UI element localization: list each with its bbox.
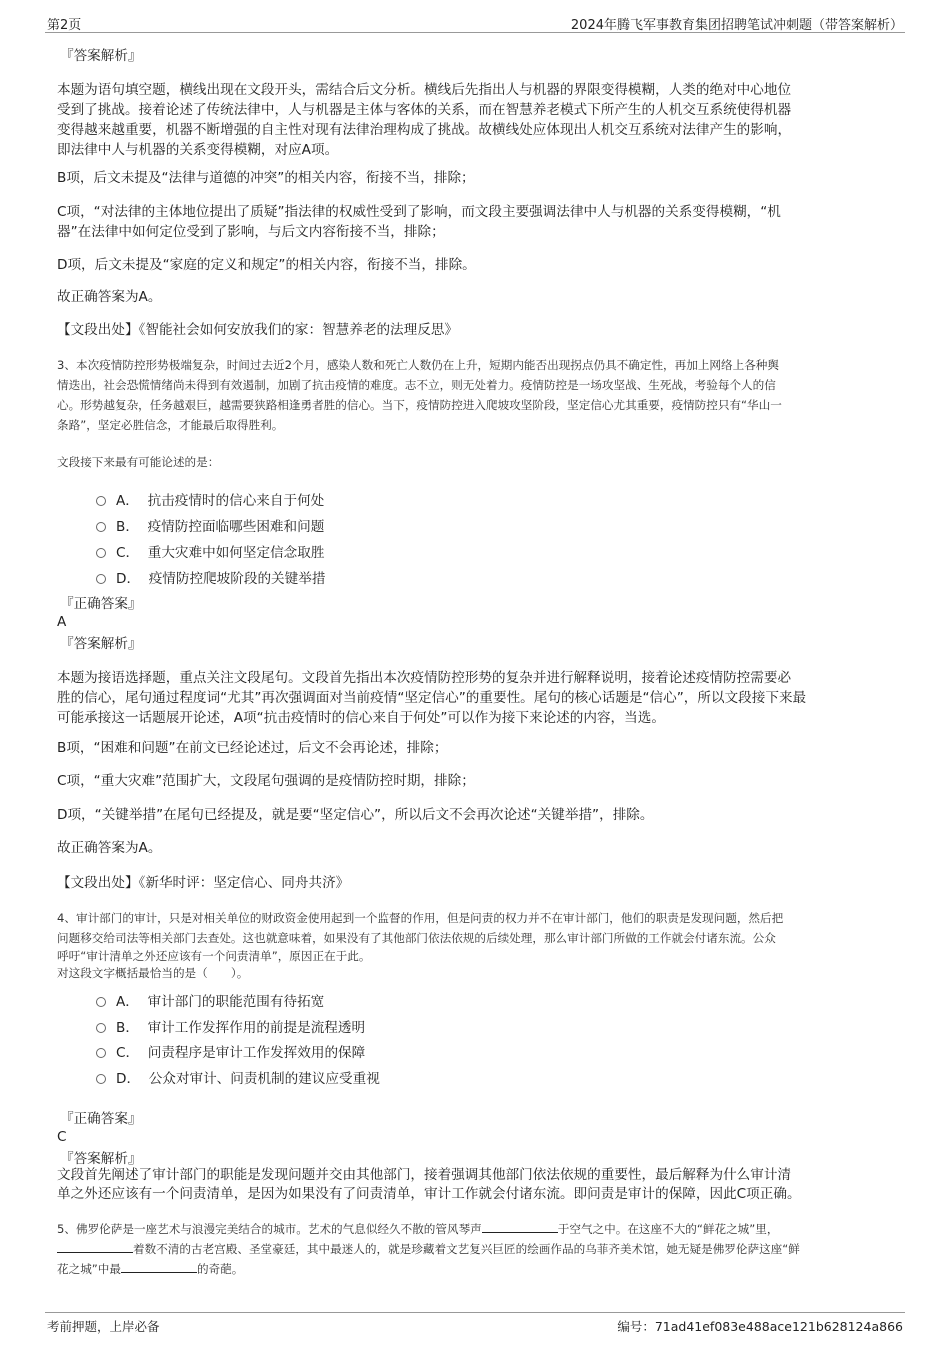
q3-analysis-label: 『答案解析』: [60, 636, 142, 652]
q3-option-d-analysis: D项，“关键举措”在尾句已经提及，就是要“坚定信心”，所以后文不会再次论述“关键举措”，排除。: [57, 807, 654, 823]
option-letter: B．: [116, 1020, 139, 1036]
radio-icon[interactable]: [96, 548, 106, 558]
q4-option-d[interactable]: [96, 1067, 380, 1087]
q4-stem-line: 4、审计部门的审计，只是对相关单位的财政资金使用起到一个监督的作用，但是问责的权力并不在审计部门，他们的职责是发现问题，然后把: [57, 911, 784, 925]
q5-line-1: [57, 1219, 897, 1239]
page-number: 第2页: [47, 18, 82, 33]
option-text: 公众对审计、问责机制的建议应受重视: [148, 1071, 380, 1087]
q3-stem-line: 3、本次疫情防控形势极端复杂，时间过去近2个月，感染人数和死亡人数仍在上升，短期内能否出现拐点仍具不确定性，再加上网络上各种舆: [57, 358, 779, 372]
page-footer: [45, 1312, 905, 1335]
option-letter: C．: [116, 1045, 140, 1061]
q3-conclusion: 故正确答案为A。: [57, 840, 162, 856]
q2-source: 【文段出处】《智能社会如何安放我们的家：智慧养老的法理反思》: [57, 322, 459, 338]
option-letter: B．: [116, 519, 139, 535]
q3-source: 【文段出处】《新华时评：坚定信心、同舟共济》: [57, 875, 350, 891]
option-text: 问责程序是审计工作发挥效用的保障: [147, 1045, 366, 1061]
option-letter: A．: [116, 994, 139, 1010]
q3-analysis: [57, 668, 897, 728]
document-title: 2024年腾飞军事教育集团招聘笔试冲刺题（带答案解析）: [570, 18, 903, 33]
radio-icon[interactable]: [96, 1023, 106, 1033]
q2-c-line: C项，“对法律的主体地位提出了质疑”指法律的权威性受到了影响，而文段主要强调法律中人与机器的关系变得模糊，“机: [57, 204, 781, 220]
document-serial: 编号：71ad41ef083e488ace121b628124a866: [617, 1319, 903, 1334]
q3-option-c[interactable]: [96, 541, 324, 561]
q4-analysis-label: 『答案解析』: [60, 1151, 142, 1167]
q2-option-b-analysis: B项，后文未提及“法律与道德的冲突”的相关内容，衔接不当，排除；: [57, 170, 475, 186]
q2-option-c-analysis: [57, 202, 897, 242]
q3-answer: A: [57, 614, 67, 630]
q5-text: 于空气之中。在这座不大的“鲜花之城”里，: [557, 1222, 779, 1236]
q2-analysis-line: 变得越来越重要，机器不断增强的自主性对现有法律治理构成了挑战。故横线处应体现出人机交互系统对法律产生的影响，: [57, 122, 792, 138]
q5-text: 的奇葩。: [196, 1262, 244, 1276]
q4-analysis-line: 文段首先阐述了审计部门的职能是发现问题并交由其他部门，接着强调其他部门依法依规的重要性，最后解释为什么审计清: [57, 1167, 792, 1183]
fill-blank[interactable]: [482, 1220, 558, 1233]
q3-option-c-analysis: C项，“重大灾难”范围扩大，文段尾句强调的是疫情防控时期，排除；: [57, 773, 475, 789]
q3-stem-line: 情迭出，社会恐慌情绪尚未得到有效遏制，加剧了抗击疫情的难度。志不立，则无处着力。疫情防控是一场攻坚战、生死战，考验每个人的信: [57, 378, 776, 392]
q4-answer-label: 『正确答案』: [60, 1111, 142, 1127]
q3-option-b-analysis: B项，“困难和问题”在前文已经论述过，后文不会再论述，排除；: [57, 740, 448, 756]
q4-analysis-line: 单之外还应该有一个问责清单，是因为如果没有了问责清单，审计工作就会付诸东流。即问责是审计的保障，因此C项正确。: [57, 1186, 801, 1202]
radio-icon[interactable]: [96, 1048, 106, 1058]
q3-option-b[interactable]: [96, 515, 324, 535]
q2-analysis-line: 本题为语句填空题，横线出现在文段开头，需结合后文分析。横线后先指出人与机器的界限变得模糊，人类的绝对中心地位: [57, 82, 792, 98]
radio-icon[interactable]: [96, 1074, 106, 1084]
q2-conclusion: 故正确答案为A。: [57, 289, 162, 305]
option-text: 审计部门的职能范围有待拓宽: [147, 994, 325, 1010]
q4-answer: C: [57, 1129, 67, 1145]
q5-line-3: [57, 1259, 897, 1279]
q4-stem-line: 对这段文字概括最恰当的是（ ）。: [57, 966, 249, 980]
fill-blank[interactable]: [121, 1260, 197, 1273]
q3-answer-label: 『正确答案』: [60, 596, 142, 612]
radio-icon[interactable]: [96, 574, 106, 584]
footer-slogan: 考前押题，上岸必备: [47, 1319, 160, 1334]
radio-icon[interactable]: [96, 997, 106, 1007]
q4-analysis: [57, 1166, 897, 1204]
option-letter: A．: [116, 493, 139, 509]
q4-option-b[interactable]: [96, 1016, 365, 1036]
option-text: 重大灾难中如何坚定信念取胜: [147, 545, 325, 561]
q3-option-a[interactable]: [96, 489, 324, 509]
q3-stem-line: 心。形势越复杂，任务越艰巨，越需要狭路相逢勇者胜的信心。当下，疫情防控进入爬坡攻坚阶段，坚定信心尤其重要，疫情防控只有“华山一: [57, 398, 782, 412]
q3-analysis-line: 胜的信心，尾句通过程度词“尤其”再次强调面对当前疫情“坚定信心”的重要性。尾句的核心话题是“信心”，所以文段接下来最: [57, 690, 807, 706]
option-letter: C．: [116, 545, 140, 561]
option-text: 审计工作发挥作用的前提是流程透明: [147, 1020, 366, 1036]
q4-stem-line: 呼吁“审计清单之外还应该有一个问责清单”，原因正在于此。: [57, 949, 371, 963]
q2-analysis-line: 受到了挑战。接着论述了传统法律中，人与机器是主体与客体的关系，而在智慧养老模式下所产生的人机交互系统使得机器: [57, 102, 792, 118]
option-text: 抗击疫情时的信心来自于何处: [147, 493, 325, 509]
q2-analysis-label: 『答案解析』: [60, 48, 142, 64]
q4-option-a[interactable]: [96, 990, 324, 1010]
page-header: [45, 12, 905, 33]
option-text: 疫情防控面临哪些困难和问题: [147, 519, 325, 535]
option-letter: D．: [116, 1071, 141, 1087]
q3-question: 文段接下来最有可能论述的是：: [57, 455, 220, 469]
q2-analysis-line: 即法律中人与机器的关系变得模糊，对应A项。: [57, 142, 339, 158]
radio-icon[interactable]: [96, 522, 106, 532]
q5-text: 着数不清的古老宫殿、圣堂豪廷，其中最迷人的，就是珍藏着文艺复兴巨匠的绘画作品的乌菲齐美术馆，她无疑是佛罗伦萨这座“鲜: [133, 1242, 800, 1256]
q3-option-d[interactable]: [96, 567, 325, 587]
q3-analysis-line: 可能承接这一话题展开论述，A项“抗击疫情时的信心来自于何处”可以作为接下来论述的内容，当选。: [57, 710, 665, 726]
q5-line-2: [57, 1239, 897, 1259]
q5-stem: [57, 1219, 897, 1279]
q3-analysis-line: 本题为接语选择题，重点关注文段尾句。文段首先指出本次疫情防控形势的复杂并进行解释说明，接着论述疫情防控需要必: [57, 670, 792, 686]
q3-stem: [57, 355, 897, 435]
q2-option-d-analysis: D项，后文未提及“家庭的定义和规定”的相关内容，衔接不当，排除。: [57, 257, 476, 273]
q3-stem-line: 条路”，坚定必胜信念，才能最后取得胜利。: [57, 418, 284, 432]
option-letter: D．: [116, 571, 141, 587]
radio-icon[interactable]: [96, 496, 106, 506]
q4-option-c[interactable]: [96, 1041, 365, 1061]
q5-text: 5、佛罗伦萨是一座艺术与浪漫完美结合的城市。艺术的气息似经久不散的管风琴声: [57, 1222, 482, 1236]
option-text: 疫情防控爬坡阶段的关键举措: [148, 571, 326, 587]
q2-analysis: [57, 80, 897, 160]
fill-blank[interactable]: [57, 1240, 133, 1253]
q5-text: 花之城”中最: [57, 1262, 121, 1276]
q2-c-line: 器”在法律中如何定位受到了影响，与后文内容衔接不当，排除；: [57, 224, 445, 240]
q4-stem-line: 问题移交给司法等相关部门去查处。这也就意味着，如果没有了其他部门依法依规的后续处理，那么审计部门所做的工作就会付诸东流。公众: [57, 931, 776, 945]
q4-stem: [57, 908, 897, 982]
